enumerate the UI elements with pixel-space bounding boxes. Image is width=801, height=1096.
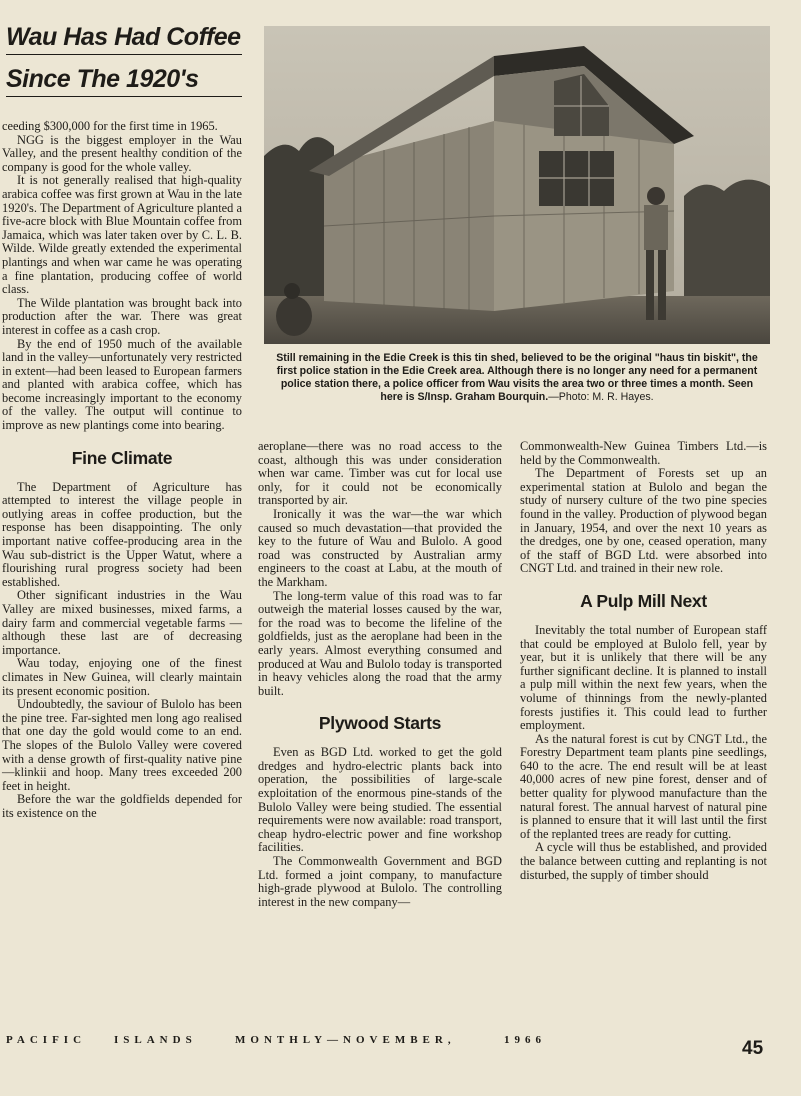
photo-credit: —Photo: M. R. Hayes. bbox=[548, 391, 654, 403]
paragraph: NGG is the biggest employer in the Wau Valley, and the present healthy condition of the company is good for the whole valley. bbox=[2, 132, 242, 174]
paragraph: Even as BGD Ltd. worked to get the gold dredges and hydro-electric plants back into operation, the possibilities of large-scale exploitation of the enormous pine-stands of the Bulolo Valley were being studied. The essential requirements were now available: road transport, cheap hydro-electric power and fine workshop facilities. bbox=[258, 745, 502, 855]
paragraph: Commonwealth-New Guinea Timbers Ltd.—is held by the Commonwealth. bbox=[520, 439, 767, 467]
photo-caption bbox=[270, 352, 764, 404]
footer-year: 1966 bbox=[504, 1034, 546, 1046]
article-column-2 bbox=[258, 440, 502, 909]
paragraph: It is not generally realised that high-quality arabica coffee was first grown at Wau in the late 1920's. The Department of Agriculture planted a five-acre block with Blue Mountain coffee from Jamaica, which was later taken over by C. L. B. Wilde. Wilde greatly extended the experimental plantings and when war came he was operating a fine plantation, producing coffee of world class. bbox=[2, 173, 242, 297]
caption-text: Still remaining in the Edie Creek is this tin shed, believed to be the original "haus tin biskit", the first police station in the Edie Creek area. Although there is no longer any need for a permanent police station there, a police officer from Wau visits the area two or three times a month. Seen here is S/Insp. Graham Bourquin. bbox=[276, 352, 758, 403]
paragraph: The long-term value of this road was to far outweigh the material losses caused by the war, for the road was to become the lifeline of the goldfields, just as the aeroplane had been in the early years. Almost everything consumed and produced at Wau and Bulolo today is transported in heavy vehicles along the road that the army built. bbox=[258, 588, 502, 698]
headline-line-1: Wau Has Had Coffee bbox=[6, 23, 241, 51]
footer-word: ISLANDS bbox=[114, 1034, 197, 1046]
paragraph: The Department of Agriculture has attempted to interest the village people in outlying areas in coffee production, but the response has been disappointing. The only important native coffee-producing area in the Wau sub-district is the Upper Watut, where a flourishing rural progress society had been established. bbox=[2, 479, 242, 589]
paragraph: aeroplane—there was no road access to the coast, although this was under consideration when war came. Timber was cut for local use only, for it could not be economically transported by air. bbox=[258, 439, 502, 508]
paragraph: A cycle will thus be established, and provided the balance between cutting and replanting is not disturbed, the supply of timber should bbox=[520, 840, 767, 882]
headline-rule-2 bbox=[6, 96, 242, 97]
paragraph: The Commonwealth Government and BGD Ltd. formed a joint company, to manufacture high-grade plywood at Bulolo. The controlling interest in the new company— bbox=[258, 854, 502, 909]
paragraph: Before the war the goldfields depended for its existence on the bbox=[2, 792, 242, 820]
headline-rule-1 bbox=[6, 54, 242, 55]
article-column-3 bbox=[520, 440, 767, 882]
headline-line-2: Since The 1920's bbox=[6, 65, 199, 93]
paragraph: The Department of Forests set up an experimental station at Bulolo and began the study of nursery culture of the two pine species found in the valley. Production of plywood began in January, 1954, and over the next 10 years as the dredges, one by one, ceased operation, many of the staff of BGD Ltd. were absorbed into CNGT Ltd. and trained in their new role. bbox=[520, 466, 767, 576]
paragraph: The Wilde plantation was brought back into production after the war. There was great interest in coffee as a cash crop. bbox=[2, 295, 242, 337]
paragraph: By the end of 1950 much of the available land in the valley—unfortunately very restricted in extent—had been leased to European farmers and planted with arabica coffee, which has become increasingly important to the economy of the valley. The output will continue to improve as new plantings come into bearing. bbox=[2, 336, 242, 433]
section-heading-pulp-mill: A Pulp Mill Next bbox=[580, 590, 707, 611]
tin-shed-photo bbox=[264, 26, 770, 344]
footer-word: MONTHLY—NOVEMBER, bbox=[235, 1034, 456, 1046]
paragraph: Wau today, enjoying one of the finest climates in New Guinea, will clearly maintain its present economic position. bbox=[2, 656, 242, 698]
page-number: 45 bbox=[742, 1038, 764, 1059]
section-heading-fine-climate: Fine Climate bbox=[71, 447, 173, 468]
paragraph: Undoubtedly, the saviour of Bulolo has been the pine tree. Far-sighted men long ago realised that one day the gold would come to an end. The slopes of the Bulolo Valley were covered with a dense growth of first-quality native pine—klinkii and hoop. Many trees exceeded 200 feet in height. bbox=[2, 697, 242, 793]
section-heading-plywood-starts: Plywood Starts bbox=[318, 713, 442, 734]
paragraph: ceeding $300,000 for the first time in 1965. bbox=[2, 119, 218, 133]
footer-word: PACIFIC bbox=[6, 1034, 87, 1046]
article-column-1 bbox=[2, 120, 242, 821]
paragraph: Other significant industries in the Wau Valley are mixed businesses, mixed farms, a dairy farm and commercial vegetable farms — although these last are of decreasing importance. bbox=[2, 588, 242, 657]
paragraph: Ironically it was the war—the war which caused so much devastation—that provided the key to the future of Wau and Bulolo. A good road was constructed by Australian army engineers to the coast at Labu, at the mouth of the Markham. bbox=[258, 506, 502, 589]
paragraph: Inevitably the total number of European staff that could be employed at Bulolo fell, year by year, but it is unlikely that there will be any further significant decline. It is planned to install a pulp mill within the next few years, when the volume of thinnings from the newly-planted forests justifies it. This could lead to further employment. bbox=[520, 622, 767, 733]
paragraph: As the natural forest is cut by CNGT Ltd., the Forestry Department team plants pine seedlings, 640 to the acre. The end result will be at least 40,000 acres of new pine forest, denser and of better quality for plywood manufacture than the natural forest. The annual harvest of natural pine is planned to ensure that it will last until the first of the replanted trees are ready for cutting. bbox=[520, 731, 767, 841]
page-footer bbox=[0, 1030, 760, 1050]
